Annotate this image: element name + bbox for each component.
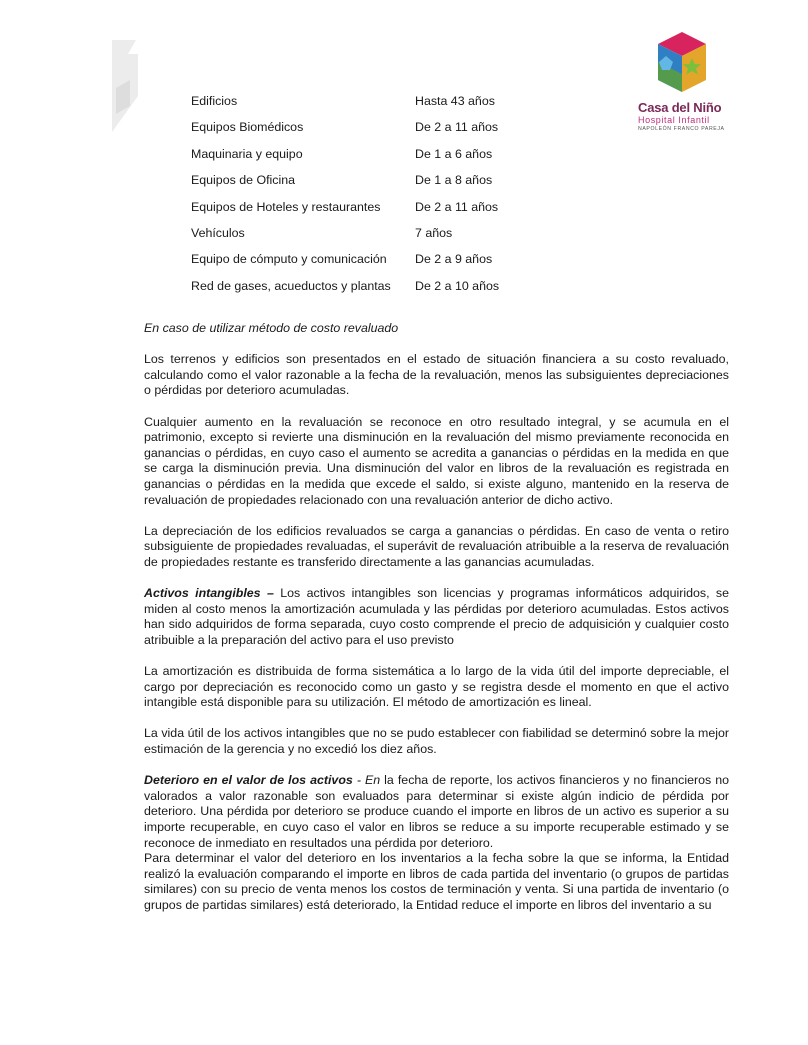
- logo-title: Casa del Niño: [638, 100, 722, 115]
- revaluation-paragraph-3: La depreciación de los edificios revaluados se carga a ganancias o pérdidas. En caso de venta o retiro subsiguiente de propiedades revaluadas, el superávit de revaluación atribuible a la reserva de revaluación de propiedades restante es transferido directamente a las ganancias acumuladas.: [144, 523, 729, 569]
- table-row: [191, 94, 499, 120]
- asset-name: Equipo de cómputo y comunicación: [191, 252, 387, 267]
- useful-life-years: De 2 a 9 años: [415, 252, 493, 267]
- impairment-paragraph-1: [144, 773, 729, 851]
- asset-name: Equipos Biomédicos: [191, 120, 304, 135]
- table-row: [191, 173, 499, 199]
- useful-life-table: [191, 94, 499, 305]
- table-row: [191, 279, 499, 305]
- intangibles-paragraph-2: La amortización es distribuida de forma sistemática a lo largo de la vida útil del importe depreciable, el cargo por depreciación es reconocido como un gasto y se registra desde el momento en que el activo intangible está disponible para su utilización. El método de amortización es lineal.: [144, 664, 729, 710]
- watermark-shape: [110, 40, 142, 132]
- useful-life-years: De 1 a 8 años: [415, 173, 493, 188]
- table-row: [191, 252, 499, 278]
- intangibles-text-1: Los activos intangibles son licencias y programas informáticos adquiridos, se miden al costo menos la amortización acumulada y las pérdidas por deterioro acumuladas. Estos activos han sido adquiridos de forma separada, cuyo costo comprende el precio de adquisición y cualquier costo atribuible a la preparación del activo para el uso previsto: [144, 586, 729, 647]
- asset-name: Vehículos: [191, 225, 245, 240]
- impairment-en: En: [364, 773, 381, 788]
- table-row: [191, 226, 499, 252]
- revaluation-paragraph-1: Los terrenos y edificios son presentados en el estado de situación financiera a su costo revaluado, calculando como el valor razonable a la fecha de la revaluación, menos las subsiguientes depreciaciones o pérdidas por deterioro acumuladas.: [144, 352, 729, 398]
- asset-name: Red de gases, acueductos y plantas: [191, 278, 391, 293]
- asset-name: Equipos de Hoteles y restaurantes: [191, 199, 381, 214]
- logo-subtitle-2: NAPOLEÓN FRANCO PAREJA: [638, 126, 725, 132]
- table-row: [191, 120, 499, 146]
- useful-life-years: 7 años: [415, 225, 453, 240]
- table-row: [191, 147, 499, 173]
- asset-name: Maquinaria y equipo: [191, 146, 303, 161]
- table-row: [191, 200, 499, 226]
- revaluation-heading: En caso de utilizar método de costo revaluado: [144, 321, 399, 335]
- intangibles-paragraph-3: La vida útil de los activos intangibles que no se pudo establecer con fiabilidad se determinó sobre la mejor estimación de la gerencia y no excedió los diez años.: [144, 726, 729, 757]
- logo-subtitle: Hospital Infantil: [638, 115, 710, 125]
- impairment-text-1: la fecha de reporte, los activos financieros y no financieros no valorados a valor razonable son evaluados para determinar si existe algún indicio de pérdida por deterioro. Una pérdida por deterioro se produce cuando el importe en libros de un activo es superior a su importe recuperable, en cuyo caso el valor en libros se reduce a su importe recuperable estimado y se reconoce de inmediato en resultados una pérdida por deterioro.: [144, 773, 729, 850]
- asset-name: Equipos de Oficina: [191, 173, 296, 188]
- intangibles-label: Activos intangibles –: [144, 586, 274, 601]
- revaluation-paragraph-2: Cualquier aumento en la revaluación se reconoce en otro resultado integral, y se acumula en el patrimonio, excepto si revierte una disminución en la revaluación del mismo previamente reconocida en ganancias o pérdidas, en cuyo caso el aumento se acredita a ganancias o pérdidas en la medida en que se carga la disminución previa. Una disminución del valor en libros de la revaluación es registrada en ganancias o pérdidas en la medida que excede el saldo, si existe alguno, mantenido en la reserva de revaluación de propiedades relacionado con una revaluación anterior de dicho activo.: [144, 414, 729, 507]
- impairment-dash: -: [352, 773, 365, 788]
- document-body: [144, 321, 729, 914]
- intangibles-paragraph-1: [144, 586, 729, 648]
- useful-life-years: De 2 a 11 años: [415, 120, 499, 135]
- useful-life-years: De 2 a 11 años: [415, 199, 499, 214]
- useful-life-years: Hasta 43 años: [415, 94, 495, 108]
- asset-name: Edificios: [191, 94, 238, 108]
- impairment-paragraph-2: Para determinar el valor del deterioro en los inventarios a la fecha sobre la que se informa, la Entidad realizó la evaluación comparando el importe en libros de cada partida del inventario (o grupos de partidas similares) con su precio de venta menos los costos de terminación y venta. Si una partida de inventario (o grupos de partidas similares) está deteriorado, la Entidad reduce el importe en libros del inventario a su: [144, 851, 729, 912]
- impairment-label: Deterioro en el valor de los activos: [144, 773, 353, 788]
- useful-life-years: De 1 a 6 años: [415, 146, 493, 161]
- useful-life-years: De 2 a 10 años: [415, 278, 500, 293]
